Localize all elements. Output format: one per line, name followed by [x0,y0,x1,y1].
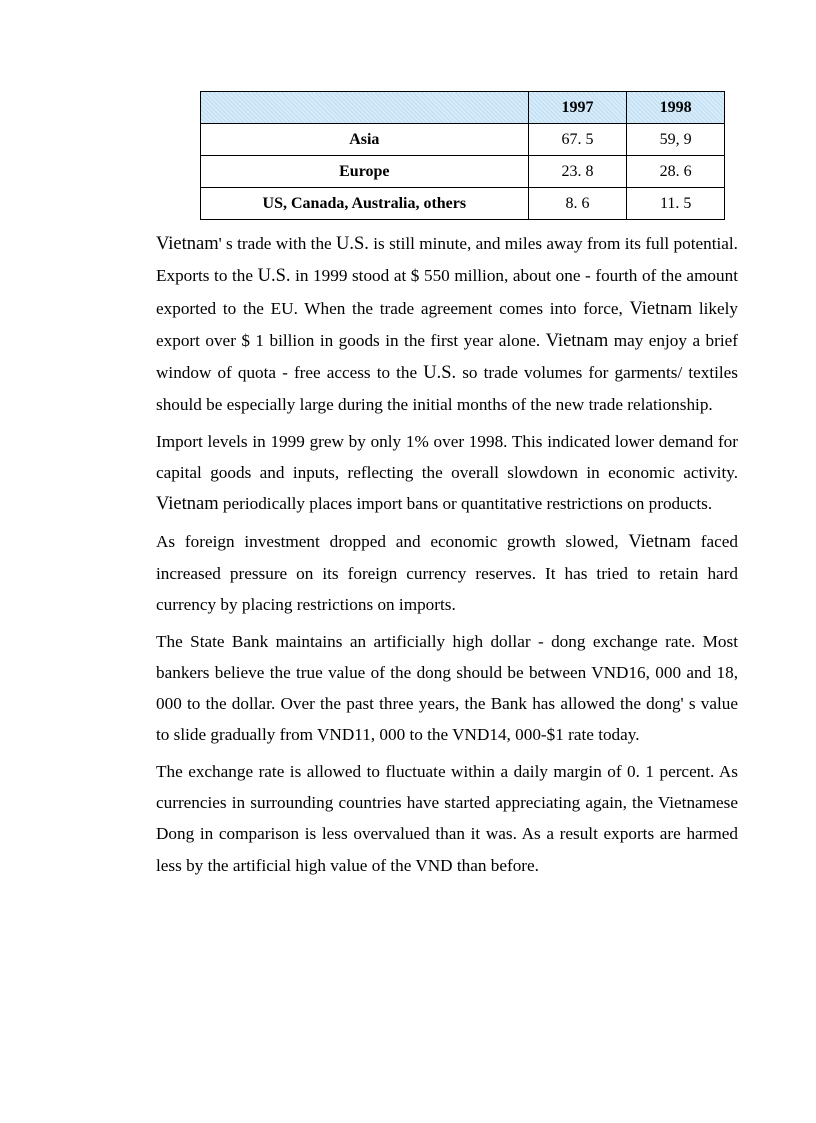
table-header-row [201,92,725,124]
table-row [201,124,725,156]
row-label: Asia [201,124,529,156]
proper-noun: U.S. [257,266,291,287]
text-run: ' s trade with the [218,234,337,253]
cell-1997: 67. 5 [528,124,627,156]
trade-share-table [200,91,725,220]
cell-1997: 23. 8 [528,156,627,188]
text-run: The State Bank maintains an artificially high dollar - dong exchange rate. Most bankers believe the true value of the dong should be between VND16, 000 and 18, 000 to the dollar. Over the past three years, the Bank has allowed the dong' s value to slide gradually from VND11, 000 to the VND14, 000-$1 rate today. [156,631,738,745]
table-row [201,156,725,188]
proper-noun: U.S. [336,234,369,254]
row-label: US, Canada, Australia, others [201,188,529,220]
proper-noun: Vietnam [628,531,691,552]
row-label: Europe [201,156,529,188]
text-run: in 1999 stood at $ 550 million, about one - fourth of the amount exported to the EU. When the trade agreement comes into force, [156,266,738,318]
text-run: Import levels in 1999 grew by only 1% over 1998. This indicated lower demand for capital goods and inputs, reflecting the overall slowdown in economic activity. [156,431,738,483]
table-row [201,188,725,220]
text-run: As foreign investment dropped and economic growth slowed, [156,531,629,551]
paragraph-us-trade [156,228,738,421]
paragraph-imports [156,426,738,521]
cell-1998: 11. 5 [627,188,725,220]
cell-1998: 59, 9 [627,124,725,156]
paragraph-exchange-rate [156,626,738,751]
proper-noun: Vietnam [545,330,609,351]
text-run: may enjoy a brief window of quota - free access to the [156,330,738,383]
text-run: periodically places import bans or quantitative restrictions on products. [218,494,713,514]
proper-noun: U.S. [423,363,457,384]
text-run: faced increased pressure on its foreign currency reserves. It has tried to retain hard currency by placing restrictions on imports. [156,531,738,615]
header-cell-empty [201,92,529,124]
proper-noun: Vietnam [156,234,219,254]
text-run: so trade volumes for garments/ textiles should be especially large during the initial months of the new trade relationship. [156,363,738,415]
proper-noun: Vietnam [156,494,219,515]
text-run: likely export over $ 1 billion in goods in the first year alone. [156,298,738,350]
paragraph-fluctuation [156,756,738,881]
text-run: The exchange rate is allowed to fluctuate within a daily margin of 0. 1 percent. As currencies in surrounding countries have started appreciating again, the Vietnamese Dong in comparison is less overvalued than it was. As a result exports are harmed less by the artificial high value of the VND than before. [156,761,738,875]
text-run: is still minute, and miles away from its full potential. Exports to the [156,234,738,286]
header-cell-1998: 1998 [627,92,725,124]
body-text [156,228,738,886]
paragraph-currency-reserves [156,526,738,621]
header-cell-1997: 1997 [528,92,627,124]
cell-1998: 28. 6 [627,156,725,188]
proper-noun: Vietnam [629,298,693,319]
cell-1997: 8. 6 [528,188,627,220]
